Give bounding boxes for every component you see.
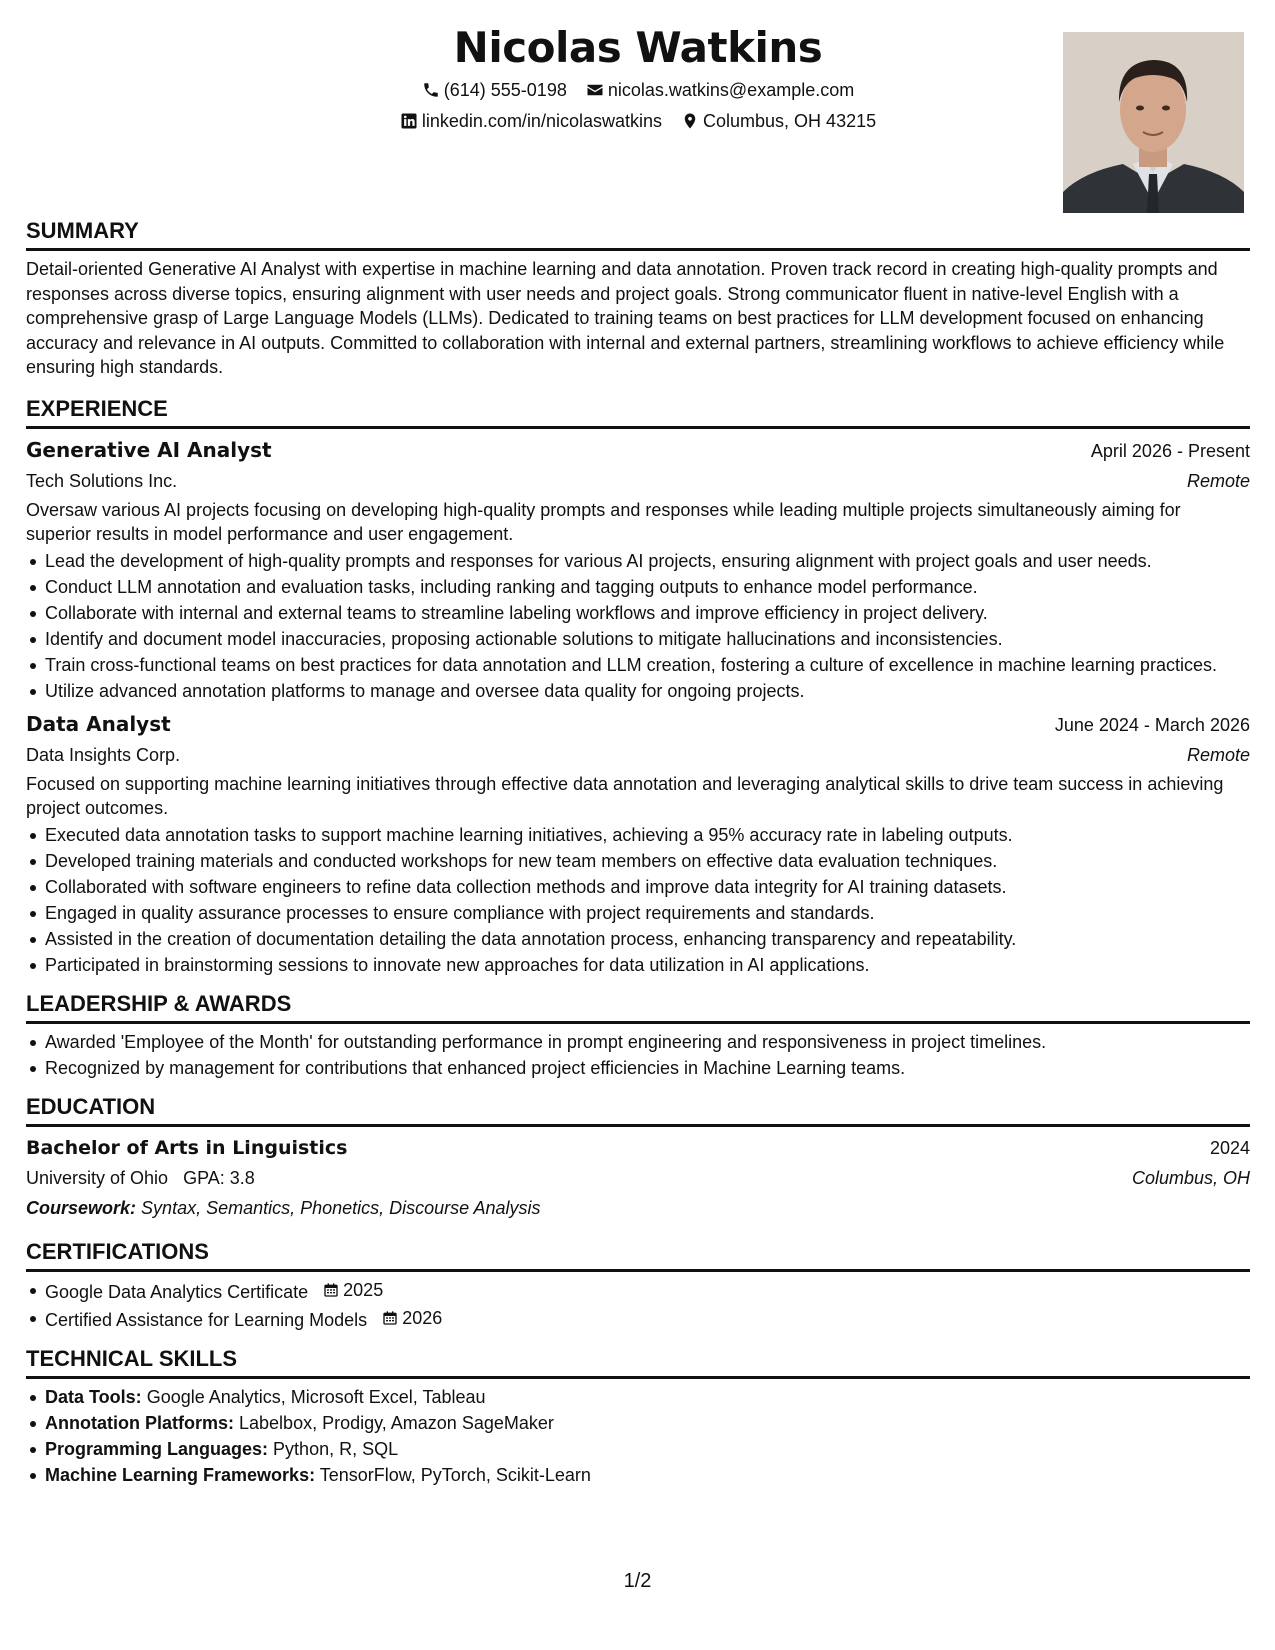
list-item	[26, 1463, 1250, 1487]
graduation-year: 2024	[1209, 1137, 1250, 1158]
map-pin-icon	[681, 112, 699, 130]
list-item: Collaborate with internal and external teams to streamline labeling workflows and improve efficiency in project delivery.	[26, 601, 1250, 625]
coursework-text: Syntax, Semantics, Phonetics, Discourse Analysis	[141, 1197, 541, 1218]
profile-photo	[1063, 32, 1244, 213]
job-entry	[26, 435, 1250, 703]
skill-label: Data Tools:	[45, 1386, 142, 1407]
school-info	[26, 1163, 255, 1193]
list-item: Train cross-functional teams on best practices for data annotation and LLM creation, fostering a culture of excellence in machine learning practices.	[26, 653, 1250, 677]
certifications-section	[26, 1237, 1250, 1332]
job-dates: April 2026 - Present	[1090, 440, 1250, 461]
skill-value: TensorFlow, PyTorch, Scikit-Learn	[319, 1464, 591, 1485]
leadership-heading: LEADERSHIP & AWARDS	[26, 989, 1250, 1024]
page-number: 1/2	[623, 1570, 652, 1592]
list-item: Recognized by management for contributions that enhanced project efficiencies in Machine Learning teams.	[26, 1056, 1250, 1080]
list-item	[26, 1411, 1250, 1435]
job-title: Generative AI Analyst	[26, 437, 272, 462]
resume-header	[26, 20, 1250, 220]
skill-value: Python, R, SQL	[273, 1438, 399, 1459]
job-entry	[26, 709, 1250, 977]
certification-year: 2026	[402, 1307, 443, 1328]
certification-year: 2025	[343, 1279, 384, 1300]
list-item: Executed data annotation tasks to support machine learning initiatives, achieving a 95% accuracy rate in labeling outputs.	[26, 823, 1250, 847]
job-bullets	[26, 823, 1250, 977]
job-location: Remote	[1186, 744, 1250, 765]
education-section	[26, 1092, 1250, 1223]
gpa-text: GPA: 3.8	[183, 1167, 255, 1188]
coursework-label: Coursework:	[26, 1197, 137, 1218]
list-item: Awarded 'Employee of the Month' for outstanding performance in prompt engineering and responsiveness in project timelines.	[26, 1030, 1250, 1054]
list-item	[26, 1437, 1250, 1461]
job-title: Data Analyst	[26, 711, 171, 736]
envelope-icon	[586, 81, 604, 99]
phone-contact	[422, 78, 567, 102]
location-contact	[681, 109, 876, 133]
email-link[interactable]: nicolas.watkins@example.com	[607, 80, 855, 100]
skill-value: Labelbox, Prodigy, Amazon SageMaker	[239, 1412, 554, 1433]
leadership-bullets	[26, 1030, 1250, 1080]
calendar-icon	[382, 1310, 398, 1326]
linkedin-icon	[400, 112, 418, 130]
company-name: Data Insights Corp.	[26, 744, 181, 765]
linkedin-link[interactable]: linkedin.com/in/nicolaswatkins	[421, 111, 662, 131]
list-item	[26, 1306, 1250, 1332]
list-item	[26, 1278, 1250, 1304]
list-item	[26, 1385, 1250, 1409]
portrait-image	[1063, 32, 1244, 213]
skills-heading: TECHNICAL SKILLS	[26, 1344, 1250, 1379]
list-item: Participated in brainstorming sessions to innovate new approaches for data utilization in AI applications.	[26, 953, 1250, 977]
skill-label: Machine Learning Frameworks:	[45, 1464, 316, 1485]
skills-section	[26, 1344, 1250, 1487]
skill-value: Google Analytics, Microsoft Excel, Tableau	[146, 1386, 486, 1407]
school-location: Columbus, OH	[1131, 1167, 1250, 1188]
list-item: Lead the development of high-quality prompts and responses for various AI projects, ensuring alignment with project goals and user needs.	[26, 549, 1250, 573]
company-name: Tech Solutions Inc.	[26, 470, 178, 491]
experience-heading: EXPERIENCE	[26, 394, 1250, 429]
certification-name: Google Data Analytics Certificate	[45, 1281, 309, 1302]
job-location: Remote	[1186, 470, 1250, 491]
job-dates: June 2024 - March 2026	[1054, 714, 1250, 735]
list-item: Utilize advanced annotation platforms to manage and oversee data quality for ongoing projects.	[26, 679, 1250, 703]
certification-date	[323, 1278, 383, 1302]
phone-text: (614) 555-0198	[443, 80, 567, 100]
skill-label: Annotation Platforms:	[45, 1412, 234, 1433]
certification-name: Certified Assistance for Learning Models	[45, 1309, 368, 1330]
list-item: Conduct LLM annotation and evaluation tasks, including ranking and tagging outputs to enhance model performance.	[26, 575, 1250, 599]
job-bullets	[26, 549, 1250, 703]
skills-list	[26, 1385, 1250, 1487]
certification-date	[382, 1306, 442, 1330]
summary-section	[26, 216, 1250, 380]
candidate-name: Nicolas Watkins	[453, 23, 823, 72]
certification-list	[26, 1278, 1250, 1332]
email-contact[interactable]	[586, 78, 854, 102]
school-name: University of Ohio	[26, 1167, 169, 1188]
leadership-section	[26, 989, 1250, 1080]
calendar-icon	[323, 1282, 339, 1298]
job-description: Focused on supporting machine learning initiatives through effective data annotation and leveraging analytical skills to drive team success in achieving project outcomes.	[26, 773, 1224, 818]
education-heading: EDUCATION	[26, 1092, 1250, 1127]
list-item: Developed training materials and conducted workshops for new team members on effective data evaluation techniques.	[26, 849, 1250, 873]
list-item: Collaborated with software engineers to refine data collection methods and improve data integrity for AI training datasets.	[26, 875, 1250, 899]
degree-title: Bachelor of Arts in Linguistics	[26, 1136, 348, 1159]
linkedin-contact[interactable]	[400, 109, 662, 133]
job-description: Oversaw various AI projects focusing on developing high-quality prompts and responses while leading multiple projects simultaneously aiming for superior results in model performance and user engagement.	[26, 499, 1181, 544]
list-item: Engaged in quality assurance processes to ensure compliance with project requirements and standards.	[26, 901, 1250, 925]
summary-heading: SUMMARY	[26, 216, 1250, 251]
coursework-line	[26, 1193, 1250, 1223]
resume-page	[26, 20, 1250, 1489]
summary-text: Detail-oriented Generative AI Analyst with expertise in machine learning and data annotation. Proven track record in creating high-quality prompts and responses across diverse topics, ensuring alignment with user needs and project goals. Strong communicator fluent in native-level English with a comprehensive grasp of Large Language Models (LLMs). Dedicated to training teams on best practices for LLM development focused on enhancing accuracy and relevance in AI outputs. Committed to collaboration with internal and external partners, streamlining workflows to achieve efficiency while ensuring high standards.	[26, 259, 1225, 377]
list-item: Assisted in the creation of documentation detailing the data annotation process, enhancing transparency and repeatability.	[26, 927, 1250, 951]
skill-label: Programming Languages:	[45, 1438, 269, 1459]
location-text: Columbus, OH 43215	[703, 111, 877, 131]
experience-section	[26, 394, 1250, 977]
certifications-heading: CERTIFICATIONS	[26, 1237, 1250, 1272]
phone-icon	[422, 81, 440, 99]
list-item: Identify and document model inaccuracies, proposing actionable solutions to mitigate hallucinations and inconsistencies.	[26, 627, 1250, 651]
